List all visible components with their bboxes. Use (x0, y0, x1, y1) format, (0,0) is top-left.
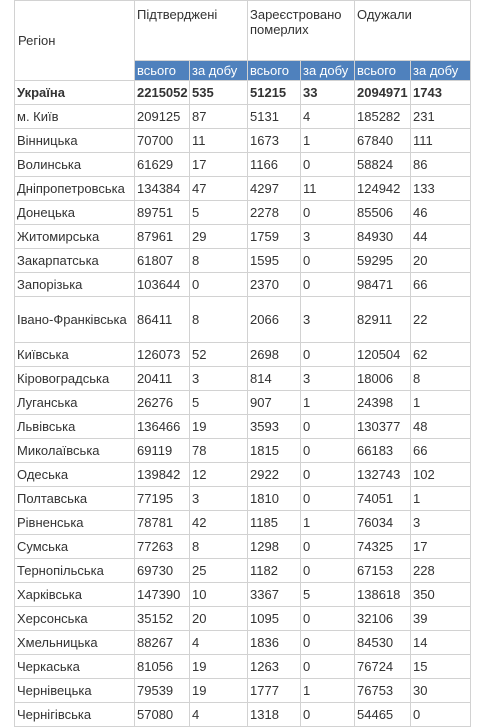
confirmed-per-day-cell: 52 (190, 343, 248, 367)
recovered-per-day-cell: 231 (411, 105, 471, 129)
recovered-total-cell: 18006 (355, 367, 411, 391)
recovered-total-cell: 76724 (355, 655, 411, 679)
table-row (15, 463, 471, 487)
region-cell: Запорізька (15, 273, 135, 297)
recovered-per-day-cell: 350 (411, 583, 471, 607)
deaths-per-day-cell: 0 (301, 703, 355, 727)
recovered-per-day-cell: 111 (411, 129, 471, 153)
recovered-total-cell: 76034 (355, 511, 411, 535)
deaths-per-day-cell: 0 (301, 607, 355, 631)
deaths-total-cell: 907 (248, 391, 301, 415)
region-cell: Дніпропетровська (15, 177, 135, 201)
recovered-total-cell: 66183 (355, 439, 411, 463)
region-cell: Волинська (15, 153, 135, 177)
confirmed-per-day-cell: 47 (190, 177, 248, 201)
confirmed-per-day-cell: 42 (190, 511, 248, 535)
region-cell: Закарпатська (15, 249, 135, 273)
deaths-per-day-cell: 0 (301, 487, 355, 511)
deaths-total-cell: 1182 (248, 559, 301, 583)
deaths-per-day-cell: 1 (301, 129, 355, 153)
deaths-total-cell: 5131 (248, 105, 301, 129)
region-cell: Полтавська (15, 487, 135, 511)
deaths-total-cell: 51215 (248, 81, 301, 105)
confirmed-per-day-cell: 8 (190, 535, 248, 559)
deaths-total-cell: 1298 (248, 535, 301, 559)
recovered-total-cell: 2094971 (355, 81, 411, 105)
region-cell: Хмельницька (15, 631, 135, 655)
region-cell: Одеська (15, 463, 135, 487)
table-row (15, 487, 471, 511)
region-cell: Рівненська (15, 511, 135, 535)
deaths-per-day-cell: 33 (301, 81, 355, 105)
deaths-total-cell: 1318 (248, 703, 301, 727)
region-cell: Київська (15, 343, 135, 367)
confirmed-total-cell: 69730 (135, 559, 190, 583)
deaths-total-cell: 1815 (248, 439, 301, 463)
recovered-per-day-cell: 48 (411, 415, 471, 439)
confirmed-per-day-cell: 19 (190, 655, 248, 679)
recovered-per-day-cell: 3 (411, 511, 471, 535)
recovered-per-day-cell: 0 (411, 703, 471, 727)
recovered-per-day-cell: 1 (411, 487, 471, 511)
deaths-total-header: всього (248, 61, 301, 81)
table-row (15, 177, 471, 201)
recovered-per-day-cell: 46 (411, 201, 471, 225)
confirmed-total-cell: 87961 (135, 225, 190, 249)
recovered-per-day-cell: 30 (411, 679, 471, 703)
region-cell: Черкаська (15, 655, 135, 679)
recovered-per-day-cell: 8 (411, 367, 471, 391)
deaths-total-cell: 1673 (248, 129, 301, 153)
deaths-total-cell: 2698 (248, 343, 301, 367)
recovered-total-cell: 67153 (355, 559, 411, 583)
deaths-per-day-cell: 1 (301, 511, 355, 535)
recovered-total-cell: 132743 (355, 463, 411, 487)
table-row (15, 415, 471, 439)
recovered-total-cell: 84530 (355, 631, 411, 655)
region-cell: Херсонська (15, 607, 135, 631)
recovered-per-day-header: за добу (411, 61, 471, 81)
confirmed-total-cell: 89751 (135, 201, 190, 225)
recovered-per-day-cell: 133 (411, 177, 471, 201)
deaths-per-day-header: за добу (301, 61, 355, 81)
confirmed-per-day-cell: 5 (190, 391, 248, 415)
confirmed-total-cell: 61807 (135, 249, 190, 273)
region-cell: Житомирська (15, 225, 135, 249)
confirmed-per-day-cell: 3 (190, 367, 248, 391)
deaths-per-day-cell: 0 (301, 559, 355, 583)
recovered-total-cell: 84930 (355, 225, 411, 249)
confirmed-total-cell: 126073 (135, 343, 190, 367)
recovered-total-cell: 54465 (355, 703, 411, 727)
recovered-per-day-cell: 102 (411, 463, 471, 487)
recovered-total-cell: 82911 (355, 297, 411, 343)
deaths-total-cell: 1836 (248, 631, 301, 655)
deaths-per-day-cell: 0 (301, 273, 355, 297)
confirmed-per-day-cell: 3 (190, 487, 248, 511)
deaths-total-cell: 2066 (248, 297, 301, 343)
deaths-per-day-cell: 3 (301, 367, 355, 391)
recovered-per-day-cell: 44 (411, 225, 471, 249)
deaths-group-header: Зареєстровано померлих (248, 1, 355, 61)
confirmed-total-cell: 147390 (135, 583, 190, 607)
deaths-total-cell: 1185 (248, 511, 301, 535)
region-cell: Тернопільська (15, 559, 135, 583)
deaths-per-day-cell: 5 (301, 583, 355, 607)
recovered-per-day-cell: 20 (411, 249, 471, 273)
confirmed-per-day-cell: 19 (190, 415, 248, 439)
deaths-total-cell: 1759 (248, 225, 301, 249)
recovered-total-cell: 98471 (355, 273, 411, 297)
recovered-per-day-cell: 22 (411, 297, 471, 343)
region-cell: Львівська (15, 415, 135, 439)
deaths-per-day-cell: 0 (301, 415, 355, 439)
deaths-per-day-cell: 0 (301, 463, 355, 487)
table-row (15, 201, 471, 225)
table-row (15, 439, 471, 463)
recovered-total-header: всього (355, 61, 411, 81)
confirmed-per-day-header: за добу (190, 61, 248, 81)
deaths-per-day-cell: 0 (301, 343, 355, 367)
confirmed-total-cell: 61629 (135, 153, 190, 177)
deaths-per-day-cell: 0 (301, 535, 355, 559)
recovered-per-day-cell: 1 (411, 391, 471, 415)
region-cell: Луганська (15, 391, 135, 415)
recovered-total-cell: 24398 (355, 391, 411, 415)
deaths-per-day-cell: 0 (301, 249, 355, 273)
region-cell: Вінницька (15, 129, 135, 153)
recovered-group-header: Одужали (355, 1, 471, 61)
deaths-total-cell: 2370 (248, 273, 301, 297)
confirmed-group-header: Підтверджені (135, 1, 248, 61)
confirmed-per-day-cell: 4 (190, 703, 248, 727)
table-row (15, 583, 471, 607)
confirmed-total-cell: 2215052 (135, 81, 190, 105)
deaths-total-cell: 1166 (248, 153, 301, 177)
table-row (15, 655, 471, 679)
deaths-per-day-cell: 4 (301, 105, 355, 129)
recovered-per-day-cell: 62 (411, 343, 471, 367)
table-row (15, 343, 471, 367)
confirmed-per-day-cell: 0 (190, 273, 248, 297)
deaths-total-cell: 1595 (248, 249, 301, 273)
recovered-per-day-cell: 66 (411, 439, 471, 463)
deaths-per-day-cell: 1 (301, 679, 355, 703)
region-cell: м. Київ (15, 105, 135, 129)
confirmed-total-cell: 134384 (135, 177, 190, 201)
confirmed-total-cell: 78781 (135, 511, 190, 535)
recovered-total-cell: 85506 (355, 201, 411, 225)
recovered-total-cell: 138618 (355, 583, 411, 607)
deaths-per-day-cell: 0 (301, 153, 355, 177)
confirmed-per-day-cell: 10 (190, 583, 248, 607)
table-row (15, 105, 471, 129)
deaths-total-cell: 3367 (248, 583, 301, 607)
table-row (15, 535, 471, 559)
recovered-per-day-cell: 15 (411, 655, 471, 679)
confirmed-per-day-cell: 8 (190, 297, 248, 343)
header-row-groups (15, 1, 471, 61)
confirmed-per-day-cell: 11 (190, 129, 248, 153)
confirmed-total-cell: 69119 (135, 439, 190, 463)
confirmed-total-cell: 88267 (135, 631, 190, 655)
confirmed-total-cell: 86411 (135, 297, 190, 343)
confirmed-total-cell: 81056 (135, 655, 190, 679)
table-row (15, 273, 471, 297)
confirmed-per-day-cell: 78 (190, 439, 248, 463)
confirmed-total-cell: 20411 (135, 367, 190, 391)
deaths-per-day-cell: 1 (301, 391, 355, 415)
recovered-total-cell: 32106 (355, 607, 411, 631)
table-row (15, 129, 471, 153)
deaths-total-cell: 1263 (248, 655, 301, 679)
region-cell: Сумська (15, 535, 135, 559)
deaths-per-day-cell: 0 (301, 201, 355, 225)
region-cell: Україна (15, 81, 135, 105)
confirmed-per-day-cell: 87 (190, 105, 248, 129)
recovered-total-cell: 76753 (355, 679, 411, 703)
recovered-per-day-cell: 39 (411, 607, 471, 631)
deaths-total-cell: 1810 (248, 487, 301, 511)
table-row (15, 81, 471, 105)
confirmed-total-cell: 57080 (135, 703, 190, 727)
recovered-total-cell: 74051 (355, 487, 411, 511)
deaths-per-day-cell: 3 (301, 225, 355, 249)
deaths-total-cell: 4297 (248, 177, 301, 201)
confirmed-total-cell: 77195 (135, 487, 190, 511)
region-cell: Кіровоградська (15, 367, 135, 391)
recovered-per-day-cell: 228 (411, 559, 471, 583)
deaths-per-day-cell: 0 (301, 631, 355, 655)
confirmed-per-day-cell: 20 (190, 607, 248, 631)
confirmed-total-cell: 79539 (135, 679, 190, 703)
table-row (15, 607, 471, 631)
confirmed-total-cell: 209125 (135, 105, 190, 129)
table-row (15, 703, 471, 727)
recovered-total-cell: 59295 (355, 249, 411, 273)
confirmed-per-day-cell: 17 (190, 153, 248, 177)
confirmed-per-day-cell: 535 (190, 81, 248, 105)
deaths-per-day-cell: 0 (301, 439, 355, 463)
deaths-total-cell: 2278 (248, 201, 301, 225)
deaths-total-cell: 3593 (248, 415, 301, 439)
confirmed-per-day-cell: 29 (190, 225, 248, 249)
table-row (15, 559, 471, 583)
confirmed-total-cell: 136466 (135, 415, 190, 439)
table-row (15, 367, 471, 391)
region-cell: Івано-Франківська (15, 297, 135, 343)
confirmed-per-day-cell: 8 (190, 249, 248, 273)
confirmed-total-cell: 35152 (135, 607, 190, 631)
confirmed-total-cell: 103644 (135, 273, 190, 297)
deaths-per-day-cell: 11 (301, 177, 355, 201)
confirmed-total-cell: 77263 (135, 535, 190, 559)
recovered-total-cell: 58824 (355, 153, 411, 177)
recovered-per-day-cell: 1743 (411, 81, 471, 105)
confirmed-total-header: всього (135, 61, 190, 81)
table-row (15, 225, 471, 249)
recovered-total-cell: 67840 (355, 129, 411, 153)
deaths-total-cell: 1777 (248, 679, 301, 703)
deaths-per-day-cell: 3 (301, 297, 355, 343)
confirmed-total-cell: 26276 (135, 391, 190, 415)
table-row (15, 153, 471, 177)
deaths-total-cell: 814 (248, 367, 301, 391)
table-row (15, 511, 471, 535)
region-cell: Харківська (15, 583, 135, 607)
recovered-per-day-cell: 86 (411, 153, 471, 177)
deaths-total-cell: 1095 (248, 607, 301, 631)
table-row (15, 249, 471, 273)
region-cell: Донецька (15, 201, 135, 225)
region-cell: Чернівецька (15, 679, 135, 703)
confirmed-total-cell: 70700 (135, 129, 190, 153)
confirmed-per-day-cell: 25 (190, 559, 248, 583)
recovered-total-cell: 120504 (355, 343, 411, 367)
recovered-total-cell: 185282 (355, 105, 411, 129)
recovered-per-day-cell: 17 (411, 535, 471, 559)
confirmed-per-day-cell: 5 (190, 201, 248, 225)
recovered-total-cell: 130377 (355, 415, 411, 439)
table-row (15, 297, 471, 343)
confirmed-per-day-cell: 19 (190, 679, 248, 703)
table-row (15, 391, 471, 415)
recovered-total-cell: 74325 (355, 535, 411, 559)
table-row (15, 631, 471, 655)
confirmed-total-cell: 139842 (135, 463, 190, 487)
table-row (15, 679, 471, 703)
recovered-per-day-cell: 14 (411, 631, 471, 655)
deaths-per-day-cell: 0 (301, 655, 355, 679)
confirmed-per-day-cell: 12 (190, 463, 248, 487)
recovered-per-day-cell: 66 (411, 273, 471, 297)
region-cell: Миколаївська (15, 439, 135, 463)
recovered-total-cell: 124942 (355, 177, 411, 201)
region-cell: Чернігівська (15, 703, 135, 727)
region-column-header: Регіон (15, 1, 135, 81)
covid-stats-table (14, 0, 471, 727)
confirmed-per-day-cell: 4 (190, 631, 248, 655)
deaths-total-cell: 2922 (248, 463, 301, 487)
